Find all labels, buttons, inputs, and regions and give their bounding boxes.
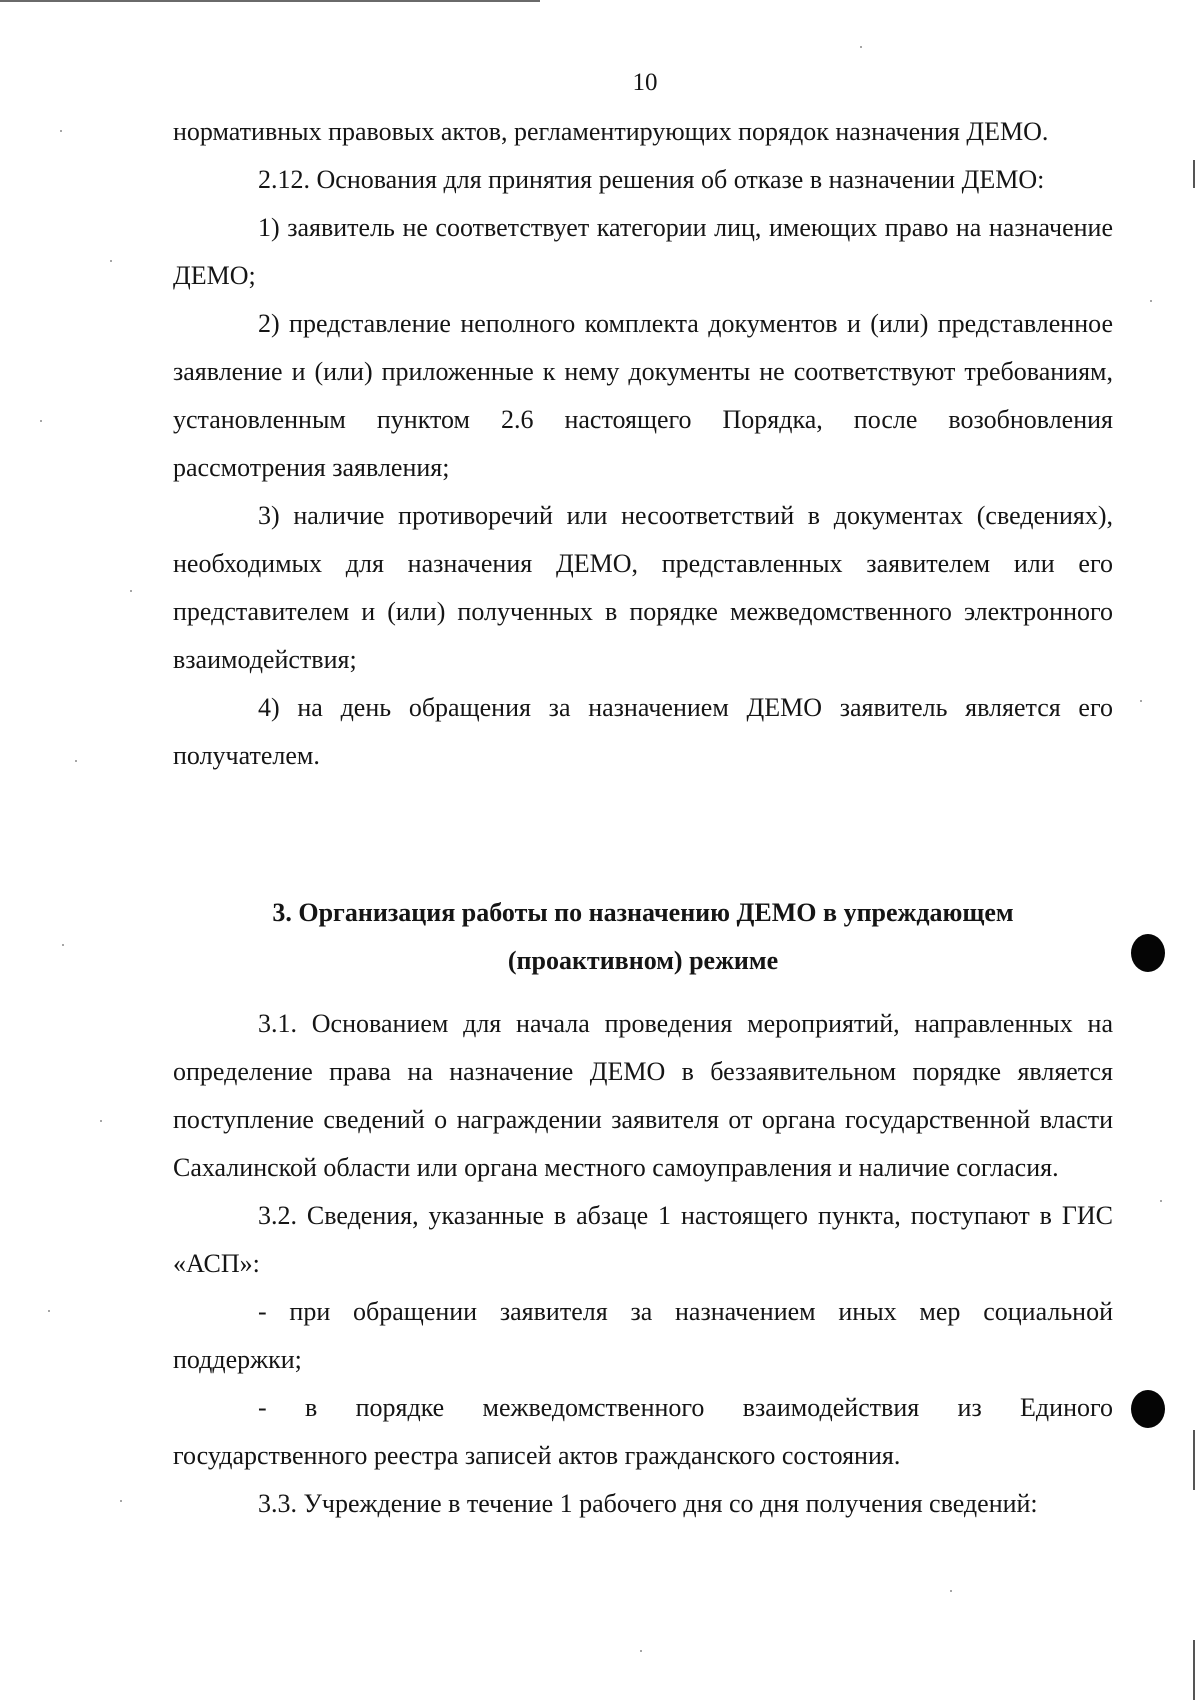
scan-speck [1160, 1200, 1162, 1202]
section-3-text [173, 1000, 1113, 1528]
scan-speck [120, 1500, 122, 1502]
scan-speck [62, 944, 64, 946]
list-item-3: 3) наличие противоречий или несоответствий в документах (сведениях), необходимых для назначения ДЕМО, представленных заявителем или его представителем и (или) полученных в порядке межведомственного электронного взаимодействия; [173, 501, 1113, 674]
section-2-text [173, 108, 1113, 780]
paragraph-3-2: 3.2. Сведения, указанные в абзаце 1 настоящего пункта, поступают в ГИС «АСП»: [173, 1201, 1113, 1278]
list-item-1: 1) заявитель не соответствует категории лиц, имеющих право на назначение ДЕМО; [173, 213, 1113, 290]
paragraph-2-12: 2.12. Основания для принятия решения об отказе в назначении ДЕМО: [258, 165, 1045, 194]
scan-speck [75, 760, 77, 762]
dash-item-2: - в порядке межведомственного взаимодействия из Единого государственного реестра записей актов гражданского состояния. [173, 1393, 1113, 1470]
scan-speck [100, 1120, 102, 1122]
dash-item-1: - при обращении заявителя за назначением иных мер социальной поддержки; [173, 1297, 1113, 1374]
scan-speck [40, 420, 42, 422]
paragraph-3-3: 3.3. Учреждение в течение 1 рабочего дня со дня получения сведений: [258, 1489, 1038, 1518]
scan-edge-mark [1193, 1640, 1195, 1700]
list-item-2: 2) представление неполного комплекта документов и (или) представленное заявление и (или) приложенные к нему документы не соответствуют требованиям, установленным пунктом 2.6 настоящего Порядка, после возобновления рассмотрения заявления; [173, 309, 1113, 482]
scan-speck [1140, 700, 1142, 702]
scan-edge-mark [1193, 1430, 1195, 1490]
section-3-heading-line-2: (проактивном) режиме [507, 946, 779, 975]
scan-top-edge [0, 0, 540, 2]
scan-speck [860, 46, 862, 48]
section-3-heading [173, 889, 1113, 985]
scan-edge-mark [1193, 160, 1195, 188]
scan-speck [1150, 300, 1152, 302]
scan-speck [130, 590, 132, 592]
scan-speck [48, 1310, 50, 1312]
page-number: 10 [632, 69, 658, 96]
scan-speck [60, 130, 62, 132]
scan-speck [110, 260, 112, 262]
punch-hole-mark [1131, 1390, 1165, 1428]
scan-speck [640, 1650, 642, 1652]
paragraph-continuation: нормативных правовых актов, регламентирующих порядок назначения ДЕМО. [173, 117, 1049, 146]
paragraph-3-1: 3.1. Основанием для начала проведения мероприятий, направленных на определение права на назначение ДЕМО в беззаявительном порядке является поступление сведений о награждении заявителя от органа государственной власти Сахалинской области или органа местного самоуправления и наличие согласия. [173, 1009, 1113, 1182]
punch-hole-mark [1131, 934, 1165, 972]
section-3-heading-line-1: 3. Организация работы по назначению ДЕМО в упреждающем [272, 898, 1014, 927]
scan-speck [950, 1590, 952, 1592]
list-item-4: 4) на день обращения за назначением ДЕМО заявитель является его получателем. [173, 693, 1113, 770]
